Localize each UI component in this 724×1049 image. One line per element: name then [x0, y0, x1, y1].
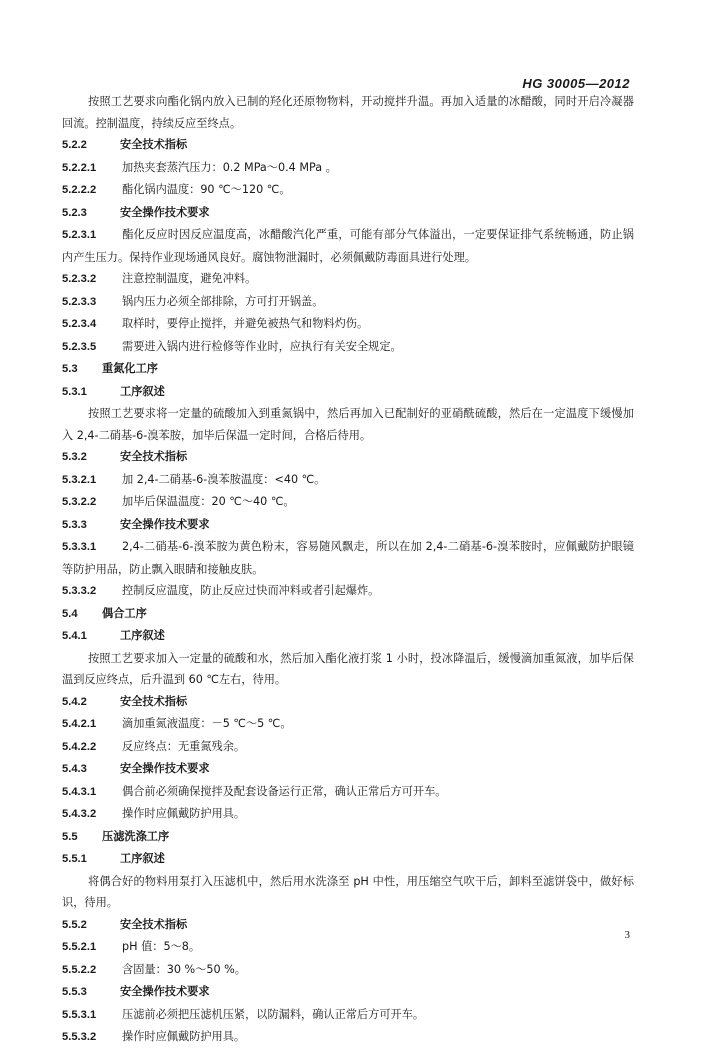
clause-number: 5.2.2.1 — [62, 161, 97, 174]
clause-text: 安全技术指标 — [120, 694, 188, 708]
clause-item — [62, 336, 634, 359]
clause-number: 5.4.3.1 — [62, 785, 97, 798]
clause-text: 安全操作技术要求 — [120, 762, 210, 775]
clause-text: 偶合前必须确保搅拌及配套设备运行正常，确认正常后方可开车。 — [122, 784, 447, 798]
clause-number: 5.2.3 — [62, 206, 87, 219]
clause-item — [62, 313, 634, 336]
clause-text: 锅内压力必须全部排除，方可打开锅盖。 — [122, 294, 324, 308]
clause-item — [62, 713, 634, 736]
section-heading — [62, 603, 634, 626]
clause-number: 5.3.3 — [62, 518, 87, 531]
clause-number: 5.3.2 — [62, 451, 87, 463]
clause-number: 5.2.2.2 — [62, 184, 97, 196]
clause-number: 5.2.3.5 — [62, 340, 97, 353]
clause-number: 5.5.2 — [62, 918, 87, 931]
clause-number: 5.5.3 — [62, 986, 87, 998]
section-heading — [62, 981, 634, 1004]
clause-text: 控制反应温度，防止反应过快而冲料或者引起爆炸。 — [122, 584, 380, 597]
clause-number: 5.2.3.3 — [62, 295, 97, 308]
clause-text: 注意控制温度，避免冲料。 — [122, 272, 257, 285]
clause-text: 酯化锅内温度：90 ℃～120 ℃。 — [122, 183, 291, 196]
clause-text: 酯化反应时因反应温度高，冰醋酸汽化严重，可能有部分气体溢出，一定要保证排气系统畅通，防止锅内产生压力。保持作业现场通风良好。腐蚀物泄漏时，必须佩戴防毒面具进行处理。 — [62, 228, 634, 264]
clause-number: 5.5.2.2 — [62, 963, 97, 976]
clause-number: 5.5.1 — [62, 853, 87, 865]
clause-text: 加热夹套蒸汽压力：0.2 MPa～0.4 MPa 。 — [122, 160, 337, 174]
clause-text: 滴加重氮液温度：－5 ℃～5 ℃。 — [122, 717, 292, 730]
section-heading — [62, 691, 634, 714]
standard-code-header: HG 30005—2012 — [522, 76, 630, 91]
body-paragraph: 按照工艺要求将一定量的硫酸加入到重氮锅中，然后再加入已配制好的亚硝酰硫酸，然后在一定温度下缓慢加入 2,4-二硝基-6-溴苯胺，加毕后保温一定时间，合格后待用。 — [62, 407, 634, 442]
clause-text: 工序叙述 — [120, 629, 165, 642]
clause-text: 重氮化工序 — [102, 362, 158, 375]
clause-item — [62, 469, 634, 492]
clause-number: 5.4.2.2 — [62, 740, 97, 753]
clause-item — [62, 936, 634, 959]
clause-number: 5.5.3.1 — [62, 1008, 97, 1021]
clause-item — [62, 1004, 634, 1027]
clause-number: 5.2.3.2 — [62, 273, 97, 285]
section-heading — [62, 381, 634, 404]
clause-text: 偶合工序 — [102, 606, 147, 620]
clause-text: 操作时应佩戴防护用具。 — [122, 807, 246, 820]
clause-text: 压滤洗涤工序 — [102, 829, 170, 843]
clause-number: 5.4.3 — [62, 763, 87, 775]
clause-item — [62, 224, 634, 268]
section-heading — [62, 758, 634, 781]
clause-text: 安全技术指标 — [120, 138, 188, 151]
clause-text: 压滤前必须把压滤机压紧，以防漏料，确认正常后方可开车。 — [122, 1007, 425, 1021]
body-paragraph: 将偶合好的物料用泵打入压滤机中，然后用水洗涤至 pH 中性，用压缩空气吹干后，卸料至滤饼袋中，做好标识，待用。 — [62, 874, 634, 909]
clause-text: 2,4-二硝基-6-溴苯胺为黄色粉末，容易随风飘走，所以在加 2,4-二硝基-6-溴苯胺时，应佩戴防护眼镜等防护用品，防止飘入眼睛和接触皮肤。 — [62, 540, 634, 576]
clause-number: 5.4 — [62, 607, 78, 620]
document-body — [62, 91, 634, 1049]
clause-item — [62, 157, 634, 180]
body-paragraph: 按照工艺要求加入一定量的硫酸和水，然后加入酯化液打浆 1 小时，投冰降温后，缓慢滴加重氮液，加毕后保温到反应终点，后升温到 60 ℃左右，待用。 — [62, 651, 634, 686]
clause-text: 反应终点：无重氮残余。 — [122, 739, 246, 753]
clause-number: 5.3.3.1 — [62, 541, 97, 553]
clause-number: 5.3.2.2 — [62, 496, 97, 508]
clause-number: 5.4.2.1 — [62, 718, 97, 730]
clause-number: 5.4.2 — [62, 695, 87, 708]
clause-item — [62, 580, 634, 603]
section-heading — [62, 446, 634, 469]
clause-text: 操作时应佩戴防护用具。 — [122, 1030, 246, 1043]
section-heading — [62, 134, 634, 157]
section-heading — [62, 914, 634, 937]
clause-number: 5.2.3.4 — [62, 318, 97, 330]
clause-item — [62, 268, 634, 291]
section-heading — [62, 625, 634, 648]
clause-text: 需要进入锅内进行检修等作业时，应执行有关安全规定。 — [122, 339, 402, 353]
section-heading — [62, 826, 634, 849]
clause-text: 安全操作技术要求 — [120, 205, 210, 219]
clause-number: 5.4.3.2 — [62, 808, 97, 820]
clause-number: 5.3.3.2 — [62, 585, 97, 597]
section-heading — [62, 202, 634, 225]
clause-text: 安全操作技术要求 — [120, 985, 210, 998]
clause-item — [62, 491, 634, 514]
clause-text: 含固量：30 %～50 %。 — [122, 962, 246, 976]
clause-item — [62, 803, 634, 826]
clause-item — [62, 1026, 634, 1049]
clause-text: 工序叙述 — [120, 384, 165, 398]
clause-text: 安全技术指标 — [120, 450, 188, 463]
clause-number: 5.4.1 — [62, 630, 87, 642]
clause-item — [62, 536, 634, 580]
clause-number: 5.3 — [62, 363, 78, 375]
clause-number: 5.3.1 — [62, 385, 87, 398]
clause-text: 加毕后保温温度：20 ℃～40 ℃。 — [122, 495, 295, 508]
clause-item — [62, 781, 634, 804]
clause-text: 安全技术指标 — [120, 917, 188, 931]
clause-item — [62, 179, 634, 202]
clause-text: 取样时，要停止搅拌，并避免被热气和物料灼伤。 — [122, 317, 369, 330]
clause-number: 5.2.2 — [62, 139, 87, 151]
clause-item — [62, 291, 634, 314]
clause-number: 5.3.2.1 — [62, 473, 97, 486]
body-paragraph: 按照工艺要求向酯化锅内放入已制的羟化还原物物料，开动搅拌升温。再加入适量的冰醋酸，同时开启冷凝器回流。控制温度，持续反应至终点。 — [62, 95, 634, 130]
page-number: 3 — [624, 929, 630, 941]
section-heading — [62, 358, 634, 381]
clause-number: 5.5.2.1 — [62, 941, 97, 953]
clause-item — [62, 959, 634, 982]
clause-text: pH 值：5～8。 — [122, 940, 201, 953]
clause-number: 5.2.3.1 — [62, 229, 97, 241]
section-heading — [62, 514, 634, 537]
clause-number: 5.5.3.2 — [62, 1031, 97, 1043]
section-heading — [62, 848, 634, 871]
clause-text: 安全操作技术要求 — [120, 517, 210, 531]
clause-number: 5.5 — [62, 830, 78, 843]
clause-item — [62, 736, 634, 759]
clause-text: 加 2,4-二硝基-6-溴苯胺温度：<40 ℃。 — [122, 472, 326, 486]
clause-text: 工序叙述 — [120, 852, 165, 865]
